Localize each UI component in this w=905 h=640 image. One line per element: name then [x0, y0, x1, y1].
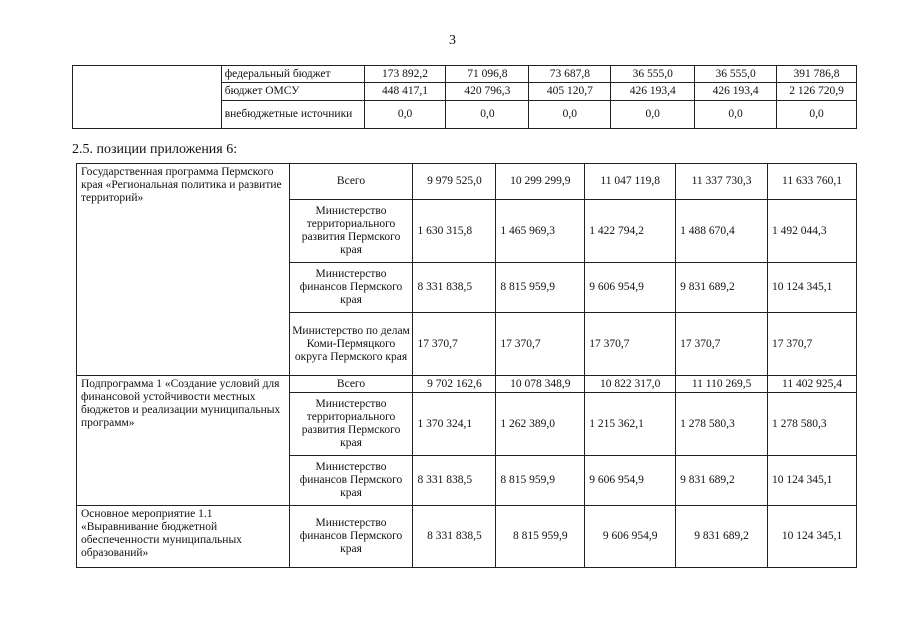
- value-cell: 1 422 794,2: [585, 200, 676, 263]
- value-cell: 0,0: [529, 101, 611, 129]
- value-cell: 1 465 969,3: [496, 200, 585, 263]
- value-cell: 0,0: [611, 101, 695, 129]
- value-cell: 17 370,7: [496, 313, 585, 376]
- executor-cell: Всего: [289, 164, 413, 200]
- value-cell: 8 815 959,9: [496, 456, 585, 506]
- table-row: [77, 506, 857, 568]
- value-cell: 10 124 345,1: [768, 456, 857, 506]
- value-cell: 9 831 689,2: [676, 506, 768, 568]
- top-budget-table: [72, 65, 857, 129]
- value-cell: 1 262 389,0: [496, 393, 585, 456]
- value-cell: 426 193,4: [695, 83, 777, 101]
- value-cell: 9 702 162,6: [413, 376, 496, 393]
- value-cell: 17 370,7: [585, 313, 676, 376]
- value-cell: 1 278 580,3: [768, 393, 857, 456]
- value-cell: 1 215 362,1: [585, 393, 676, 456]
- value-cell: 17 370,7: [413, 313, 496, 376]
- value-cell: 10 822 317,0: [585, 376, 676, 393]
- executor-cell: Всего: [289, 376, 413, 393]
- value-cell: 1 492 044,3: [768, 200, 857, 263]
- value-cell: 9 606 954,9: [585, 506, 676, 568]
- value-cell: 9 606 954,9: [585, 456, 676, 506]
- value-cell: 11 110 269,5: [676, 376, 768, 393]
- value-cell: 8 331 838,5: [413, 263, 496, 313]
- program-name: Основное мероприятие 1.1 «Выравнивание бюджетной обеспеченности муниципальных образований»: [77, 506, 290, 568]
- value-cell: 420 796,3: [446, 83, 529, 101]
- value-cell: 1 488 670,4: [676, 200, 768, 263]
- executor-cell: Министерство территориального развития Пермского края: [289, 200, 413, 263]
- value-cell: 9 831 689,2: [676, 456, 768, 506]
- source-label: внебюджетные источники: [221, 101, 364, 129]
- program-name: Государственная программа Пермского края «Региональная политика и развитие территорий»: [77, 164, 290, 376]
- executor-cell: Министерство по делам Коми-Пермяцкого округа Пермского края: [289, 313, 413, 376]
- value-cell: 73 687,8: [529, 66, 611, 83]
- value-cell: 8 815 959,9: [496, 263, 585, 313]
- value-cell: 9 831 689,2: [676, 263, 768, 313]
- value-cell: 36 555,0: [611, 66, 695, 83]
- executor-cell: Министерство финансов Пермского края: [289, 456, 413, 506]
- value-cell: 11 402 925,4: [768, 376, 857, 393]
- executor-cell: Министерство финансов Пермского края: [289, 263, 413, 313]
- value-cell: 0,0: [777, 101, 857, 129]
- program-funding-table: [76, 163, 857, 568]
- value-cell: 8 331 838,5: [413, 506, 496, 568]
- table-row: [77, 376, 857, 393]
- value-cell: 11 047 119,8: [585, 164, 676, 200]
- section-heading: 2.5. позиции приложения 6:: [72, 142, 238, 157]
- value-cell: 391 786,8: [777, 66, 857, 83]
- value-cell: 17 370,7: [676, 313, 768, 376]
- executor-cell: Министерство территориального развития Пермского края: [289, 393, 413, 456]
- value-cell: 0,0: [695, 101, 777, 129]
- program-name: Подпрограмма 1 «Создание условий для финансовой устойчивости местных бюджетов и реализации муниципальных программ»: [77, 376, 290, 506]
- value-cell: 2 126 720,9: [777, 83, 857, 101]
- value-cell: 0,0: [446, 101, 529, 129]
- value-cell: 8 331 838,5: [413, 456, 496, 506]
- value-cell: 10 299 299,9: [496, 164, 585, 200]
- table-row: [73, 66, 857, 83]
- value-cell: 10 124 345,1: [768, 506, 857, 568]
- value-cell: 8 815 959,9: [496, 506, 585, 568]
- value-cell: 9 979 525,0: [413, 164, 496, 200]
- source-label: бюджет ОМСУ: [221, 83, 364, 101]
- value-cell: 1 370 324,1: [413, 393, 496, 456]
- value-cell: 0,0: [364, 101, 446, 129]
- value-cell: 36 555,0: [695, 66, 777, 83]
- value-cell: 173 892,2: [364, 66, 446, 83]
- value-cell: 9 606 954,9: [585, 263, 676, 313]
- empty-name-cell: [73, 66, 222, 129]
- table-row: [77, 164, 857, 200]
- value-cell: 10 124 345,1: [768, 263, 857, 313]
- value-cell: 11 633 760,1: [768, 164, 857, 200]
- value-cell: 426 193,4: [611, 83, 695, 101]
- value-cell: 71 096,8: [446, 66, 529, 83]
- value-cell: 17 370,7: [768, 313, 857, 376]
- value-cell: 11 337 730,3: [676, 164, 768, 200]
- source-label: федеральный бюджет: [221, 66, 364, 83]
- value-cell: 10 078 348,9: [496, 376, 585, 393]
- value-cell: 448 417,1: [364, 83, 446, 101]
- page-number: 3: [449, 33, 456, 48]
- value-cell: 405 120,7: [529, 83, 611, 101]
- value-cell: 1 630 315,8: [413, 200, 496, 263]
- executor-cell: Министерство финансов Пермского края: [289, 506, 413, 568]
- value-cell: 1 278 580,3: [676, 393, 768, 456]
